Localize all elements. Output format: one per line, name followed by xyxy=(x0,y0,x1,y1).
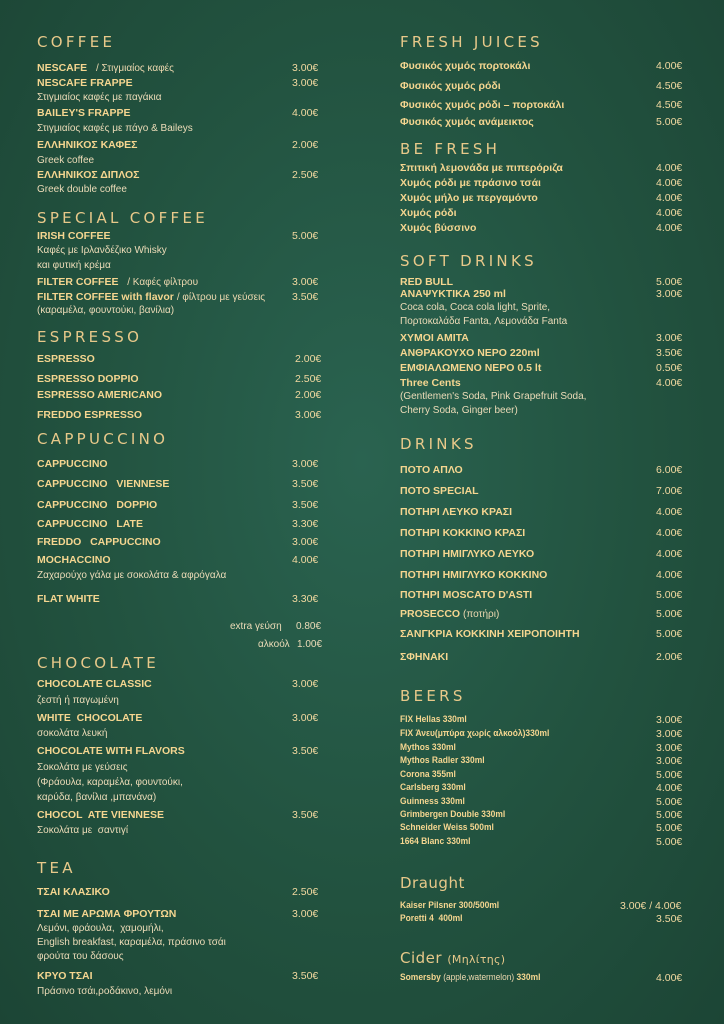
price-juice-pom-orange: 4.50€ xyxy=(656,99,683,111)
menu-item-chocolate-flavors: CHOCOLATE WITH FLAVORS xyxy=(37,745,185,757)
price-fresh-pom: 4.00€ xyxy=(656,207,683,219)
desc-refreshments-2: Πορτοκαλάδα Fanta, Λεμονάδα Fanta xyxy=(400,316,568,327)
price-prosecco: 5.00€ xyxy=(656,608,683,620)
drinks-title: DRINKS xyxy=(400,435,477,453)
price-shot: 2.00€ xyxy=(656,651,683,663)
menu-item-moscato: ΠΟΤΗΡΙ MOSCATO D'ASTI xyxy=(400,589,533,601)
price-beer-fix-free: 3.00€ xyxy=(656,728,683,740)
menu-item-juice-pom-orange: Φυσικός χυμός ρόδι – πορτοκάλι xyxy=(400,99,565,111)
price-baileys-frappe: 4.00€ xyxy=(292,107,319,119)
price-beer-corona: 5.00€ xyxy=(656,769,683,781)
price-chocolate-classic: 3.00€ xyxy=(292,678,319,690)
menu-item-juice-orange: Φυσικός χυμός πορτοκάλι xyxy=(400,60,531,72)
menu-item-bottled-water: ΕΜΦΙΑΛΩΜΕΝΟ ΝΕΡΟ 0.5 lt xyxy=(400,362,542,374)
extra-alcohol-price: 1.00€ xyxy=(297,639,323,650)
fresh-juices-title: FRESH JUICES xyxy=(400,33,543,51)
price-three-cents: 4.00€ xyxy=(656,377,683,389)
price-cappuccino: 3.00€ xyxy=(292,458,319,470)
menu-item-somersby: Somersby (apple,watermelon) 330ml xyxy=(400,972,541,982)
price-beer-grimbergen: 5.00€ xyxy=(656,809,683,821)
price-nescafe: 3.00€ xyxy=(292,62,319,74)
menu-item-beer-fix: FIX Hellas 330ml xyxy=(400,714,467,724)
desc-three-cents-2: Cherry Soda, Ginger beer) xyxy=(400,405,518,416)
price-chocolate-flavors: 3.50€ xyxy=(292,745,319,757)
menu-item-white-wine: ΠΟΤΗΡΙ ΛΕΥΚΟ ΚΡΑΣΙ xyxy=(400,506,512,518)
menu-item-greek-coffee: ΕΛΛΗΝΙΚΟΣ ΚΑΦΕΣ xyxy=(37,139,138,151)
menu-item-chocolate-classic: CHOCOLATE CLASSIC xyxy=(37,678,152,690)
menu-item-fresh-cherry: Χυμός βύσσινο xyxy=(400,222,477,234)
price-fresh-apple: 4.00€ xyxy=(656,192,683,204)
desc-filter-flavor: (καραμέλα, φουντούκι, βανίλια) xyxy=(37,305,175,316)
menu-item-fresh-lemonade: Σπιτική λεμονάδα με πιπερόριζα xyxy=(400,162,563,174)
extra-flavor-label: extra γεύση xyxy=(230,621,282,632)
be-fresh-title: BE FRESH xyxy=(400,140,501,158)
menu-item-beer-mythos: Mythos 330ml xyxy=(400,742,456,752)
price-freddo-cappuccino: 3.00€ xyxy=(292,536,319,548)
extra-alcohol-label: αλκοόλ xyxy=(258,639,290,650)
menu-item-beer-grimbergen: Grimbergen Double 330ml xyxy=(400,809,506,819)
price-refreshments: 3.00€ xyxy=(656,288,683,300)
desc-chocolate-flavors-2: (Φράουλα, καραμέλα, φουντούκι, xyxy=(37,777,183,788)
price-freddo-espresso: 3.00€ xyxy=(295,409,322,421)
menu-item-filter-coffee: FILTER COFFEE / Καφές φίλτρου xyxy=(37,276,199,288)
menu-item-filter-flavor: FILTER COFFEE with flavor / φίλτρου με γεύσεις xyxy=(37,291,266,303)
draught-title: Draught xyxy=(400,874,465,892)
desc-chocolate-viennese: Σοκολάτα με σαντιγί xyxy=(37,825,129,836)
desc-nescafe-frappe: Στιγμιαίος καφές με παγάκια xyxy=(37,92,162,103)
desc-greek-double: Greek double coffee xyxy=(37,184,127,195)
price-draught-kaiser: 3.00€ / 4.00€ xyxy=(620,900,682,912)
price-beer-1664: 5.00€ xyxy=(656,836,683,848)
menu-item-freddo-espresso: FREDDO ESPRESSO xyxy=(37,409,143,421)
price-juice-pomegranate: 4.50€ xyxy=(656,80,683,92)
desc-tea-fruit-1: Λεμόνι, φράουλα, χαμομήλι, xyxy=(37,923,164,934)
desc-chocolate-classic: ζεστή ή παγωμένη xyxy=(37,695,119,706)
price-moscato: 5.00€ xyxy=(656,589,683,601)
price-draught-poretti: 3.50€ xyxy=(656,913,683,925)
menu-item-irish-coffee: IRISH COFFEE xyxy=(37,230,111,242)
menu-item-espresso-doppio: ESPRESSO DOPPIO xyxy=(37,373,139,385)
price-beer-fix: 3.00€ xyxy=(656,714,683,726)
menu-item-drink-special: ΠΟΤΟ SPECIAL xyxy=(400,485,479,497)
price-beer-schneider: 5.00€ xyxy=(656,822,683,834)
price-fresh-pom-tea: 4.00€ xyxy=(656,177,683,189)
price-tea-classic: 2.50€ xyxy=(292,886,319,898)
menu-item-sparkling-water: ΑΝΘΡΑΚΟΥΧΟ ΝΕΡΟ 220ml xyxy=(400,347,540,359)
menu-item-cappuccino: CAPPUCCINO xyxy=(37,458,108,470)
price-red-wine: 4.00€ xyxy=(656,527,683,539)
price-beer-mythos-radler: 3.00€ xyxy=(656,755,683,767)
soft-drinks-title: SOFT DRINKS xyxy=(400,252,537,270)
menu-item-shot: ΣΦΗΝΑΚΙ xyxy=(400,651,449,663)
menu-item-cappuccino-viennese: CAPPUCCINO VIENNESE xyxy=(37,478,170,490)
menu-item-semisweet-red: ΠΟΤΗΡΙ ΗΜΙΓΛΥΚΟ ΚΟΚΚΙΝΟ xyxy=(400,569,548,581)
menu-item-drink-simple: ΠΟΤΟ ΑΠΛΟ xyxy=(400,464,463,476)
price-greek-coffee: 2.00€ xyxy=(292,139,319,151)
price-greek-double: 2.50€ xyxy=(292,169,319,181)
desc-mochaccino: Ζαχαρούχο γάλα με σοκολάτα & αφρόγαλα xyxy=(37,570,227,581)
price-espresso-doppio: 2.50€ xyxy=(295,373,322,385)
menu-item-sangria: ΣΑΝΓΚΡΙΑ ΚΟΚΚΙΝΗ ΧΕΙΡΟΠΟΙΗΤΗ xyxy=(400,628,580,640)
cider-title: Cider (Μηλίτης) xyxy=(400,949,506,967)
menu-item-juice-pomegranate: Φυσικός χυμός ρόδι xyxy=(400,80,501,92)
desc-refreshments-1: Coca cola, Coca cola light, Sprite, xyxy=(400,302,551,313)
menu-item-amita: ΧΥΜΟΙ ΑΜΙΤΑ xyxy=(400,332,469,344)
price-cappuccino-viennese: 3.50€ xyxy=(292,478,319,490)
price-fresh-lemonade: 4.00€ xyxy=(656,162,683,174)
price-cappuccino-doppio: 3.50€ xyxy=(292,499,319,511)
desc-tea-fruit-2: English breakfast, καραμέλα, πράσινο τσάι xyxy=(37,937,226,948)
price-cappuccino-late: 3.30€ xyxy=(292,518,319,530)
price-juice-orange: 4.00€ xyxy=(656,60,683,72)
desc-irish-coffee-1: Καφές με Ιρλανδέζικο Whisky xyxy=(37,245,167,256)
chocolate-title: CHOCOLATE xyxy=(37,654,159,672)
extra-flavor-price: 0.80€ xyxy=(296,621,322,632)
cappuccino-title: CAPPUCCINO xyxy=(37,430,169,448)
menu-item-beer-fix-free: FIX Άνευ(μπύρα χωρίς αλκοόλ)330ml xyxy=(400,728,550,738)
menu-item-nescafe-frappe: NESCAFE FRAPPE xyxy=(37,77,133,89)
menu-item-cappuccino-late: CAPPUCCINO LATE xyxy=(37,518,143,530)
menu-item-nescafe: NESCAFE / Στιγμιαίος καφές xyxy=(37,62,174,74)
menu-item-beer-carlsberg: Carlsberg 330ml xyxy=(400,782,466,792)
price-nescafe-frappe: 3.00€ xyxy=(292,77,319,89)
menu-item-red-bull: RED BULL xyxy=(400,276,454,288)
menu-item-red-wine: ΠΟΤΗΡΙ ΚΟΚΚΙΝΟ ΚΡΑΣΙ xyxy=(400,527,526,539)
menu-item-mochaccino: MOCHACCINO xyxy=(37,554,111,566)
menu-item-draught-poretti: Poretti 4 400ml xyxy=(400,913,463,923)
price-mochaccino: 4.00€ xyxy=(292,554,319,566)
menu-item-beer-1664: 1664 Blanc 330ml xyxy=(400,836,471,846)
price-cold-tea: 3.50€ xyxy=(292,970,319,982)
price-amita: 3.00€ xyxy=(656,332,683,344)
menu-item-tea-fruit: ΤΣΑΙ ΜΕ ΑΡΩΜΑ ΦΡΟΥΤΩΝ xyxy=(37,908,177,920)
price-semisweet-white: 4.00€ xyxy=(656,548,683,560)
menu-item-espresso-americano: ESPRESSO AMERICANO xyxy=(37,389,163,401)
menu-item-semisweet-white: ΠΟΤΗΡΙ ΗΜΙΓΛΥΚΟ ΛΕΥΚΟ xyxy=(400,548,535,560)
menu-item-refreshments: ΑΝΑΨΥΚΤΙΚΑ 250 ml xyxy=(400,288,506,300)
desc-chocolate-flavors-1: Σοκολάτα με γεύσεις xyxy=(37,762,128,773)
price-irish-coffee: 5.00€ xyxy=(292,230,319,242)
menu-item-three-cents: Three Cents xyxy=(400,377,461,389)
coffee-title: COFFEE xyxy=(37,33,116,51)
menu-item-tea-classic: ΤΣΑΙ ΚΛΑΣΙΚΟ xyxy=(37,886,110,898)
price-white-wine: 4.00€ xyxy=(656,506,683,518)
menu-item-fresh-apple: Χυμός μήλο με περγαμόντο xyxy=(400,192,538,204)
price-beer-carlsberg: 4.00€ xyxy=(656,782,683,794)
desc-cold-tea: Πράσινο τσάι,ροδάκινο, λεμόνι xyxy=(37,986,173,997)
desc-chocolate-flavors-3: καρύδα, βανίλια ,μπανάνα) xyxy=(37,792,157,803)
price-beer-guinness: 5.00€ xyxy=(656,796,683,808)
price-red-bull: 5.00€ xyxy=(656,276,683,288)
price-beer-mythos: 3.00€ xyxy=(656,742,683,754)
price-sparkling-water: 3.50€ xyxy=(656,347,683,359)
price-espresso-americano: 2.00€ xyxy=(295,389,322,401)
menu-item-greek-double: ΕΛΛΗΝΙΚΟΣ ΔΙΠΛΟΣ xyxy=(37,169,140,181)
menu-item-flat-white: FLAT WHITE xyxy=(37,593,100,605)
desc-three-cents-1: (Gentlemen's Soda, Pink Grapefruit Soda, xyxy=(400,391,587,402)
price-filter-coffee: 3.00€ xyxy=(292,276,319,288)
price-flat-white: 3.30€ xyxy=(292,593,319,605)
menu-item-espresso: ESPRESSO xyxy=(37,353,95,365)
menu-item-cappuccino-doppio: CAPPUCCINO DOPPIO xyxy=(37,499,158,511)
menu-item-white-chocolate: WHITE CHOCOLATE xyxy=(37,712,143,724)
desc-greek-coffee: Greek coffee xyxy=(37,155,95,166)
tea-title: TEA xyxy=(37,859,76,877)
price-bottled-water: 0.50€ xyxy=(656,362,683,374)
desc-white-chocolate: σοκολάτα λευκή xyxy=(37,728,108,739)
price-tea-fruit: 3.00€ xyxy=(292,908,319,920)
special-coffee-title: SPECIAL COFFEE xyxy=(37,209,209,227)
price-drink-special: 7.00€ xyxy=(656,485,683,497)
menu-item-beer-mythos-radler: Mythos Radler 330ml xyxy=(400,755,485,765)
desc-irish-coffee-2: και φυτική κρέμα xyxy=(37,260,111,271)
price-fresh-cherry: 4.00€ xyxy=(656,222,683,234)
price-drink-simple: 6.00€ xyxy=(656,464,683,476)
price-filter-flavor: 3.50€ xyxy=(292,291,319,303)
menu-item-cold-tea: ΚΡΥΟ ΤΣΑΙ xyxy=(37,970,93,982)
menu-item-chocolate-viennese: CHOCOL ATE VIENNESE xyxy=(37,809,164,821)
menu-item-fresh-pom: Χυμός ρόδι xyxy=(400,207,457,219)
price-espresso: 2.00€ xyxy=(295,353,322,365)
menu-item-prosecco: PROSECCO (ποτήρι) xyxy=(400,608,500,620)
beers-title: BEERS xyxy=(400,687,466,705)
menu-item-fresh-pom-tea: Χυμός ρόδι με πράσινο τσάι xyxy=(400,177,541,189)
desc-baileys-frappe: Στιγμιαίος καφές με πάγο & Baileys xyxy=(37,123,193,134)
price-semisweet-red: 4.00€ xyxy=(656,569,683,581)
price-white-chocolate: 3.00€ xyxy=(292,712,319,724)
menu-item-juice-mixed: Φυσικός χυμός ανάμεικτος xyxy=(400,116,534,128)
price-sangria: 5.00€ xyxy=(656,628,683,640)
price-chocolate-viennese: 3.50€ xyxy=(292,809,319,821)
menu-item-freddo-cappuccino: FREDDO CAPPUCCINO xyxy=(37,536,161,548)
desc-tea-fruit-3: φρούτα του δάσους xyxy=(37,951,124,962)
price-somersby: 4.00€ xyxy=(656,972,683,984)
espresso-title: ESPRESSO xyxy=(37,328,143,346)
menu-item-beer-guinness: Guinness 330ml xyxy=(400,796,465,806)
menu-item-baileys-frappe: BAILEY'S FRAPPE xyxy=(37,107,131,119)
menu-item-beer-corona: Corona 355ml xyxy=(400,769,456,779)
menu-item-beer-schneider: Schneider Weiss 500ml xyxy=(400,822,494,832)
price-juice-mixed: 5.00€ xyxy=(656,116,683,128)
menu-item-draught-kaiser: Kaiser Pilsner 300/500ml xyxy=(400,900,500,910)
